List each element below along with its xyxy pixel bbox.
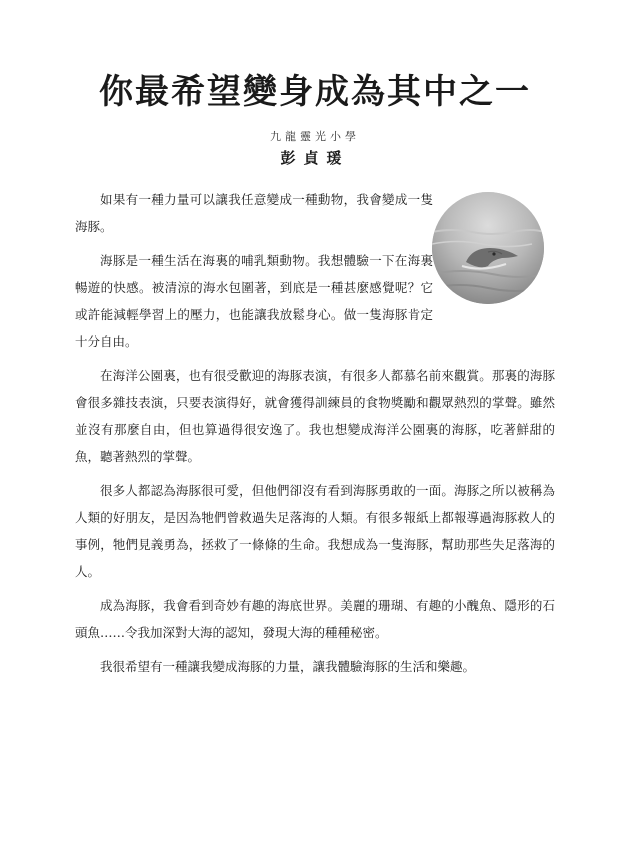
paragraph-5: 成為海豚，我會看到奇妙有趣的海底世界。美麗的珊瑚、有趣的小醜魚、隱形的石頭魚……令我加深對大海的認知，發現大海的種種秘密。 [75,598,555,640]
paragraph-6: 我很希望有一種讓我變成海豚的力量，讓我體驗海豚的生活和樂趣。 [100,659,476,674]
school-name: 九龍靈光小學 [270,130,360,143]
paragraph-1: 如果有一種力量可以讓我任意變成一種動物，我會變成一隻海豚。 [75,192,433,234]
paragraph-2: 海豚是一種生活在海裏的哺乳類動物。我想體驗一下在海裏暢遊的快感。被清涼的海水包圍著，到底是一種甚麼感覺呢？它或許能減輕學習上的壓力，也能讓我放鬆身心。做一隻海豚肯定十分自由。 [75,253,433,349]
paragraph-3: 在海洋公園裏，也有很受歡迎的海豚表演，有很多人都慕名前來觀賞。那裏的海豚會很多雜技表演，只要表演得好，就會獲得訓練員的食物獎勵和觀眾熱烈的掌聲。雖然並沒有那麼自由，但也算過得很安逸了。我也想變成海洋公園裏的海豚，吃著鮮甜的魚，聽著熱烈的掌聲。 [75,368,555,464]
article-title: 你最希望變身成為其中之一 [99,72,531,112]
paragraph-4: 很多人都認為海豚很可愛，但他們卻沒有看到海豚勇敢的一面。海豚之所以被稱為人類的好朋友，是因為牠們曾救過失足落海的人類。有很多報紙上都報導過海豚救人的事例，牠們見義勇為，拯救了一條條的生命。我想成為一隻海豚，幫助那些失足落海的人。 [75,483,555,579]
author-name: 彭貞瑗 [280,149,350,167]
article-body [75,186,555,687]
